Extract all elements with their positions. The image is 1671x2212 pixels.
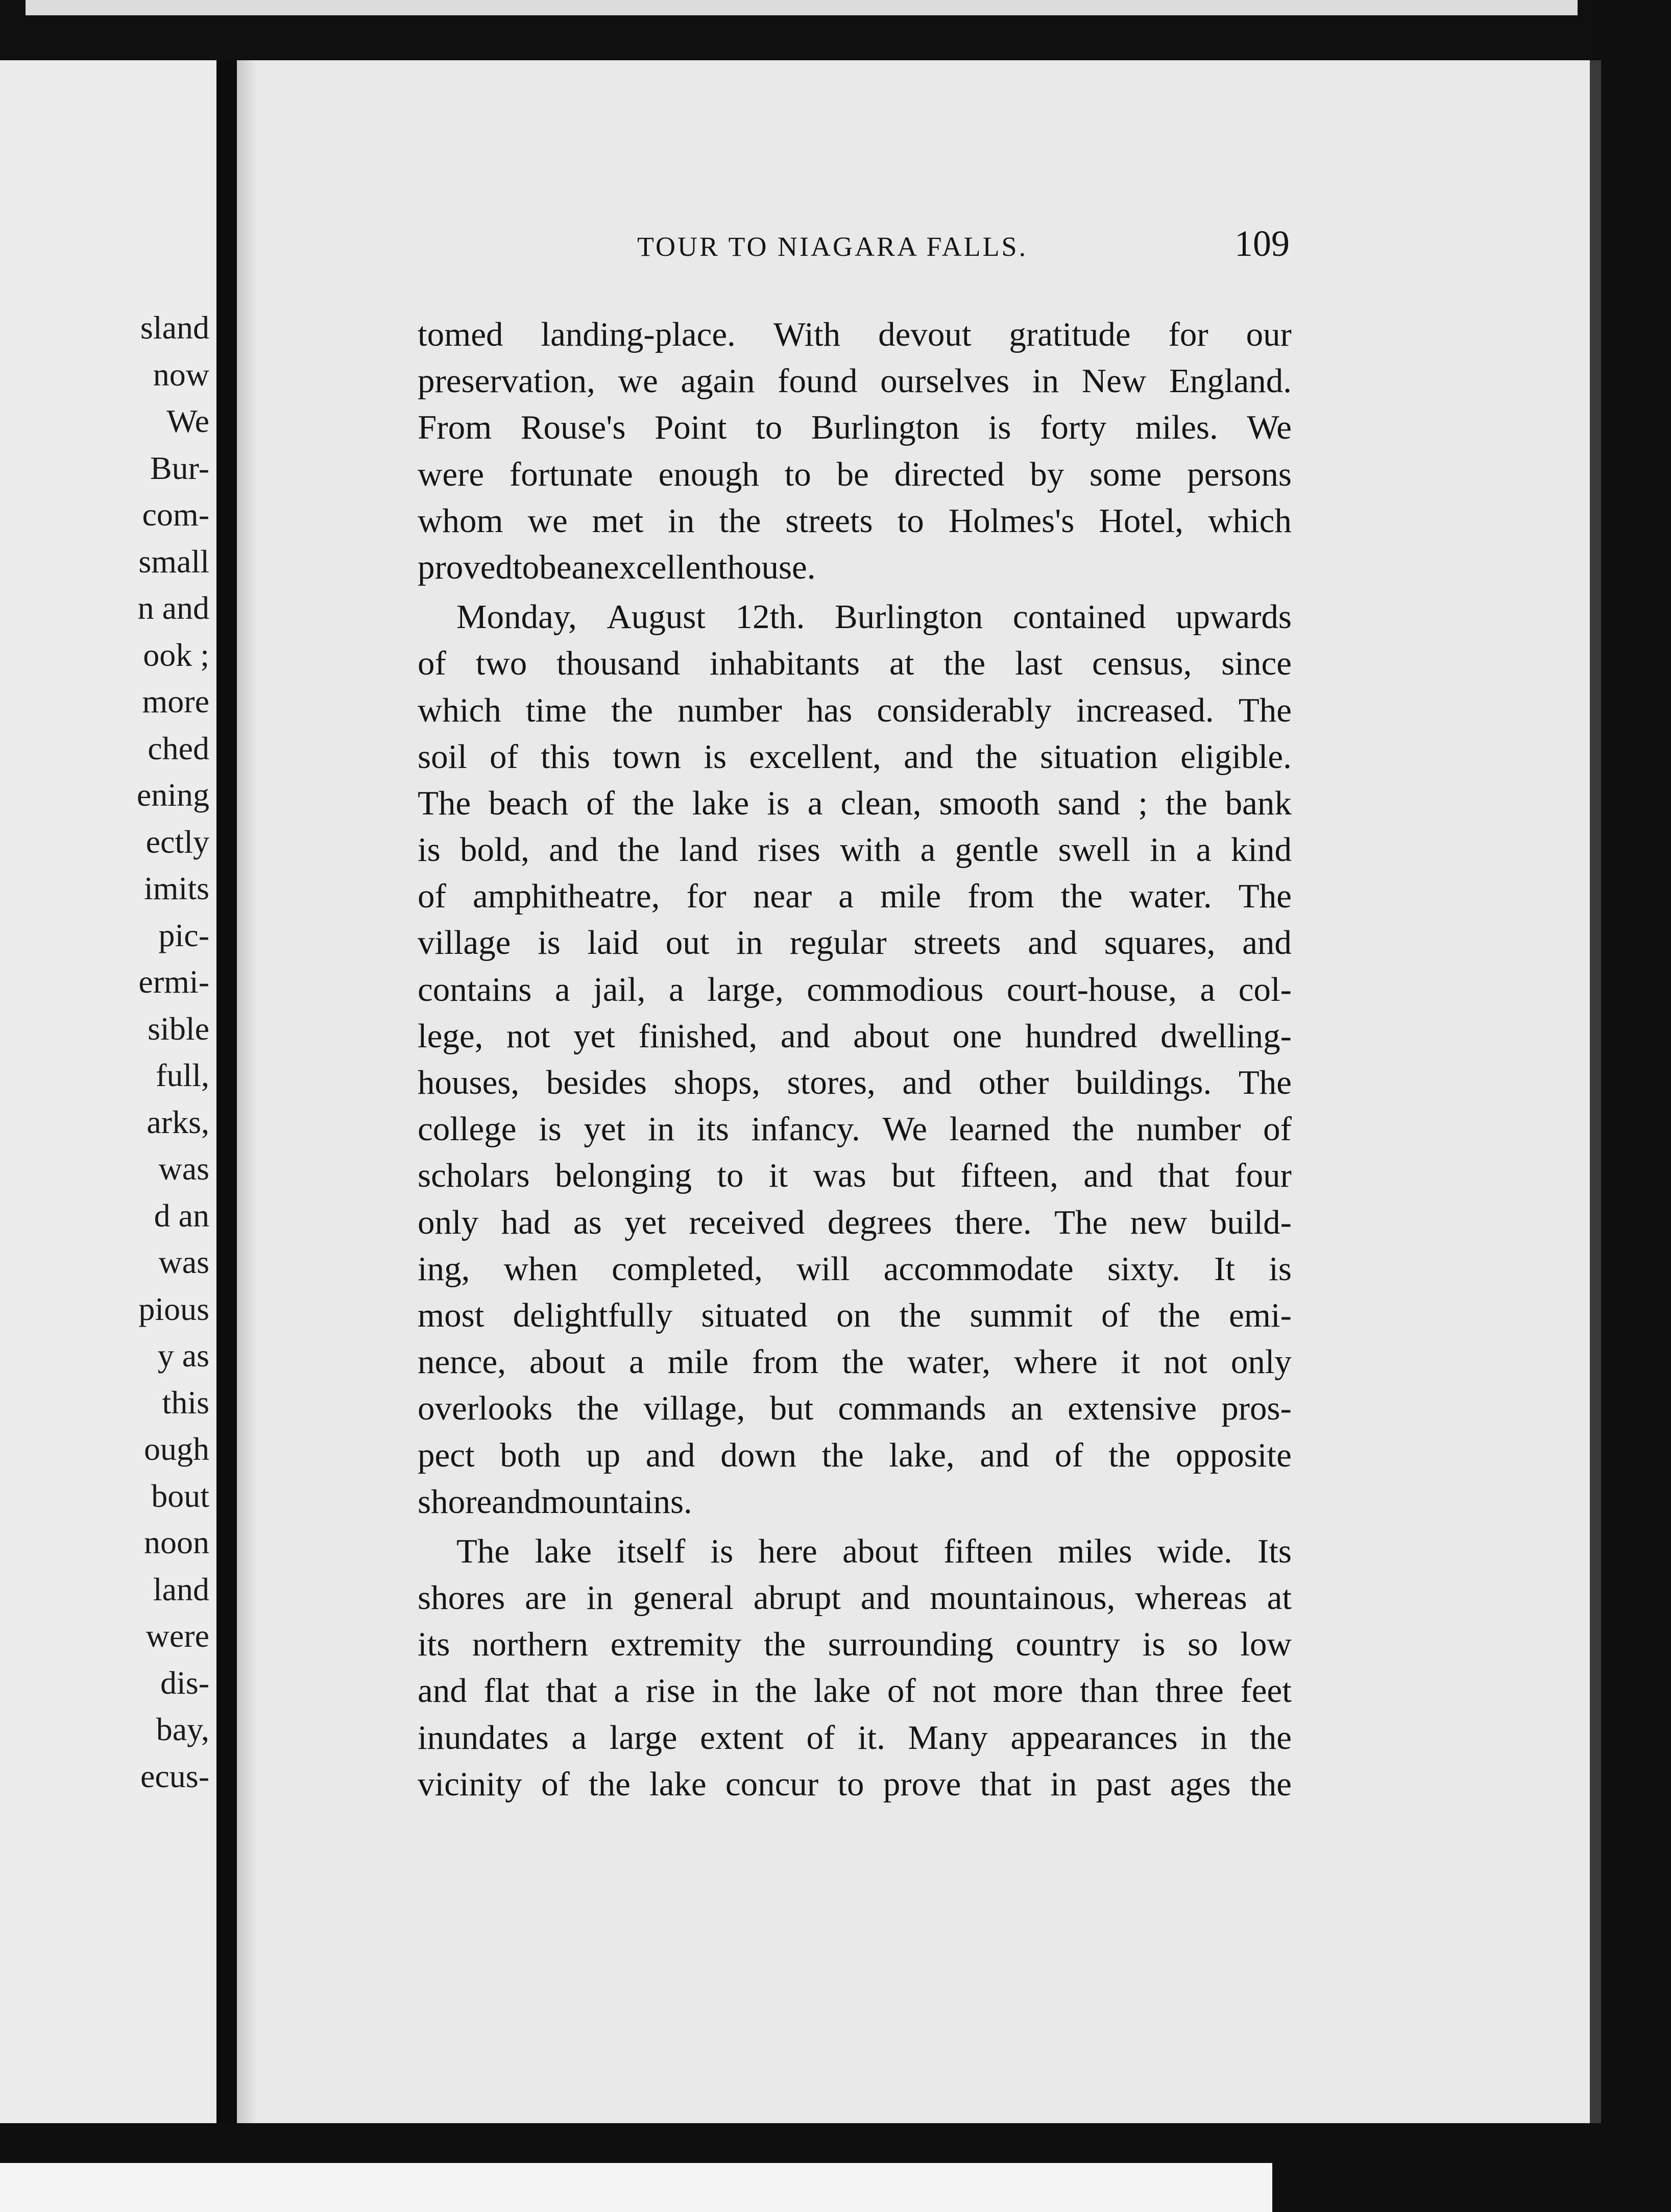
text-line: The lake itself is here about fifteen miles wide. Its xyxy=(456,1532,1292,1570)
facing-page-line: this xyxy=(162,1384,209,1421)
right-film-border xyxy=(1590,0,1671,2212)
text-line: tomed landing-place. With devout gratitude for our xyxy=(418,316,1292,353)
facing-page-line: Bur- xyxy=(150,449,209,486)
paragraph xyxy=(418,594,1292,1525)
facing-page-line: imits xyxy=(143,870,209,906)
facing-page-line: bay, xyxy=(156,1711,209,1747)
facing-page-line: dis- xyxy=(160,1664,209,1701)
facing-page-line: were xyxy=(146,1618,209,1654)
text-line: soil of this town is excellent, and the situation eligible. xyxy=(418,737,1292,776)
text-line: nence, about a mile from the water, where it not only xyxy=(418,1343,1292,1381)
facing-page-line: now xyxy=(153,356,209,393)
facing-page-line: ermi- xyxy=(138,964,209,1000)
bottom-scan-strip xyxy=(0,2163,1272,2212)
text-line: pect both up and down the lake, and of the opposite xyxy=(418,1436,1292,1474)
facing-page-line: full, xyxy=(156,1057,209,1093)
text-line: and flat that a rise in the lake of not more than three feet xyxy=(418,1672,1292,1710)
facing-page-line: ening xyxy=(136,777,209,813)
facing-page-line: ough xyxy=(144,1431,209,1467)
facing-page-line: more xyxy=(142,683,209,719)
facing-page-left xyxy=(0,60,221,2123)
facing-page-line: ectly xyxy=(146,823,209,860)
text-line: Monday, August 12th. Burlington contained upwards xyxy=(456,598,1292,636)
facing-page-line: was xyxy=(158,1150,209,1187)
text-line: only had as yet received degrees there. The new build- xyxy=(418,1203,1292,1241)
text-line: village is laid out in regular streets and squares, and xyxy=(418,924,1292,962)
text-line: its northern extremity the surrounding country is so low xyxy=(418,1625,1292,1664)
facing-page-line: bout xyxy=(151,1477,209,1514)
facing-page-line: d an xyxy=(154,1197,209,1234)
text-line: of two thousand inhabitants at the last census, since xyxy=(418,644,1292,683)
facing-page-line: arks, xyxy=(147,1103,209,1140)
text-line: shore and mountains. xyxy=(418,1482,692,1521)
facing-page-line: noon xyxy=(144,1524,209,1560)
facing-page-line: pic- xyxy=(158,917,209,953)
facing-page-line: We xyxy=(166,403,209,439)
facing-page-line: ook ; xyxy=(143,636,209,673)
running-head-title: TOUR TO NIAGARA FALLS. xyxy=(637,231,1028,262)
text-line: shores are in general abrupt and mountainous, whereas at xyxy=(418,1579,1292,1617)
facing-page-line: small xyxy=(138,543,209,580)
text-line: is bold, and the land rises with a gentle swell in a kind xyxy=(418,831,1292,869)
text-line: scholars belonging to it was but fifteen, and that four xyxy=(418,1157,1292,1195)
text-line: which time the number has considerably increased. The xyxy=(418,691,1292,729)
text-line: of amphitheatre, for near a mile from the water. The xyxy=(418,877,1292,916)
text-line: preservation, we again found ourselves in New England. xyxy=(418,362,1292,400)
paragraph xyxy=(418,1528,1292,1808)
top-film-highlight xyxy=(26,0,1578,15)
text-line: overlooks the village, but commands an extensive pros- xyxy=(418,1389,1292,1428)
text-line: The beach of the lake is a clean, smooth sand ; the bank xyxy=(418,784,1292,822)
facing-page-line: was xyxy=(158,1244,209,1280)
text-line: vicinity of the lake concur to prove that in past ages the xyxy=(418,1765,1292,1803)
text-line: college is yet in its infancy. We learned the number of xyxy=(418,1110,1292,1148)
text-line: ing, when completed, will accommodate sixty. It is xyxy=(418,1249,1292,1288)
text-line: were fortunate enough to be directed by some persons xyxy=(418,455,1292,493)
text-line: contains a jail, a large, commodious court-house, a col- xyxy=(418,970,1292,1008)
right-page-edge xyxy=(1590,60,1601,2123)
facing-page-line: ched xyxy=(148,730,209,766)
body-text xyxy=(418,311,1292,1808)
text-line: houses, besides shops, stores, and other buildings. The xyxy=(418,1064,1292,1101)
text-line: most delightfully situated on the summit of the emi- xyxy=(418,1296,1292,1334)
facing-page-text xyxy=(0,304,209,1799)
paragraph xyxy=(418,311,1292,591)
facing-page-line: sible xyxy=(148,1010,209,1047)
text-line: whom we met in the streets to Holmes's Hotel, which xyxy=(418,501,1292,540)
facing-page-line: sland xyxy=(140,309,209,346)
text-line: From Rouse's Point to Burlington is forty miles. We xyxy=(418,408,1292,447)
facing-page-line: y as xyxy=(157,1337,209,1374)
page-gutter xyxy=(216,60,237,2123)
gutter-shadow xyxy=(237,60,257,2123)
text-line: proved to be an excellent house. xyxy=(418,548,816,586)
facing-page-line: n and xyxy=(137,590,209,626)
facing-page-line: land xyxy=(153,1571,209,1607)
facing-page-line: ecus- xyxy=(140,1758,209,1794)
text-line: inundates a large extent of it. Many appearances in the xyxy=(418,1718,1292,1757)
facing-page-line: pious xyxy=(138,1290,209,1327)
facing-page-line: com- xyxy=(142,496,209,533)
page-number: 109 xyxy=(1234,223,1290,264)
text-line: lege, not yet finished, and about one hundred dwelling- xyxy=(418,1017,1292,1055)
